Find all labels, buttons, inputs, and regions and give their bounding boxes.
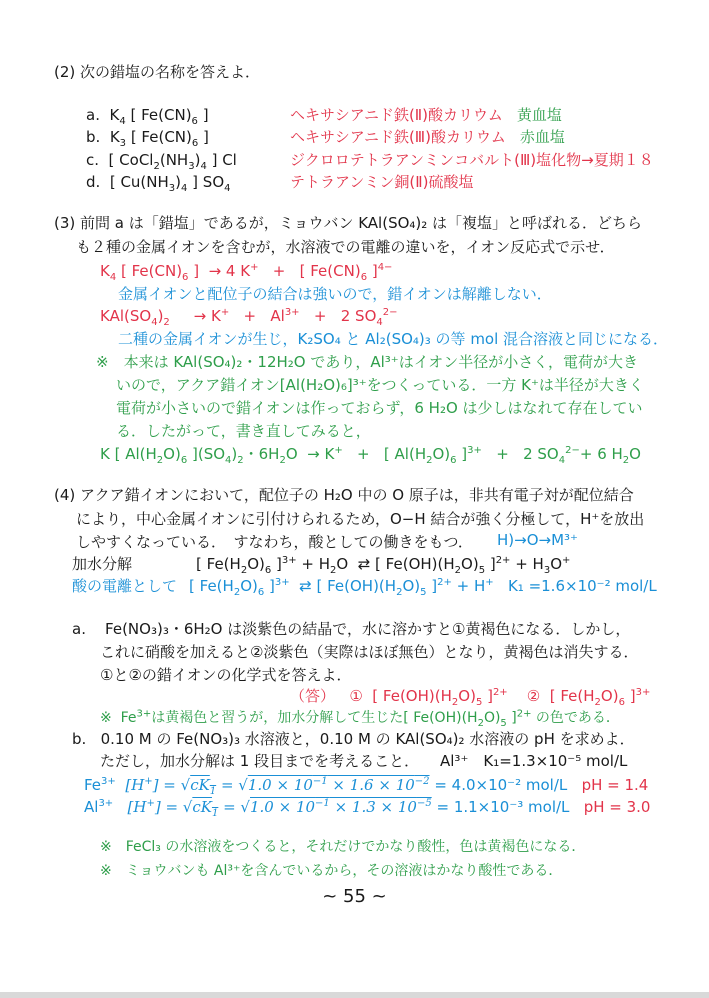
final-remark-1: ※ FeCl₃ の水溶液をつくると，それだけでかなり酸性，色は黄褐色になる．: [100, 839, 586, 855]
q3-line1: (3) 前問 a は「錯塩」であるが，ミョウバン KAl(SO₄)₂ は「複塩」と呼ばれる．どちら: [54, 214, 643, 232]
q4-hydrolysis-equation: 加水分解 [ $Fe(H_2O)_6$ ]$^{3+} + H_2O$ ⇄ [ $Fe(OH)(H_2O)_5$ ]$^{2+} + H_3O^+$: [72, 555, 571, 576]
page-number: ~ 55 ~: [322, 886, 387, 907]
q4a-answer: （答） ① [ $Fe(OH)(H_2O)_5$ ]$^{2+}$ ② [ $Fe(H_2O)_6$ ]$^{3+}$: [290, 687, 651, 708]
q3-rewritten-equation: K [ $Al(H_2O)_6$ ]$(SO_4)_2$・$6H_2O \to K^+$ + [ $Al(H_2O)_6$ ]$^{3+}$ + 2 $SO_4^{2-}+ 6$ $H_2O$: [100, 445, 641, 466]
q4b-line2: ただし，加水分解は 1 段目までを考えること．: [100, 752, 420, 770]
q3-remark-line3: 電荷が小さいので錯イオンは作っておらず，6 H₂O は少しはなれて存在してい: [116, 399, 643, 417]
q4-line1: (4) アクア錯イオンにおいて，配位子の H₂O 中の O 原子は，非共有電子対が配位結合: [54, 486, 634, 504]
q2-item-a-formula: a. $K_4$ [ $Fe(CN)_6$ ]: [86, 106, 209, 127]
al-ph-calculation: $Al^{3+}$ $[H^+] = √cK_1 = √1.0 \times 10^{-1} \times 1.3 \times 10^{-5} = 1.1\times 10^{-3}$ mol/L pH = 3.0: [84, 798, 651, 819]
q3-remark-line1: ※ 本来は KAl(SO₄)₂・12H₂O であり，Al³⁺はイオン半径が小さく，電荷が大き: [96, 353, 638, 371]
q2-item-b-note: 赤血塩: [519, 128, 565, 146]
al-result: = 1.1×10⁻³ mol/L: [436, 798, 570, 816]
q2-item-b-answer: ヘキサシアニド鉄(Ⅲ)酸カリウム 赤血塩: [290, 128, 565, 146]
q4-polarization-arrow: H)→O→M³⁺: [497, 531, 578, 549]
q4b-al-k1: Al³⁺ K₁=1.3×10⁻⁵ mol/L: [440, 752, 628, 770]
q4a-line3: ①と②の錯イオンの化学式を答えよ．: [100, 666, 352, 684]
q2-item-b-formula: b. $K_3$ [ $Fe(CN)_6$ ]: [86, 128, 209, 149]
q2-heading: (2) 次の錯塩の名称を答えよ．: [54, 63, 261, 81]
hydrolysis-label: 加水分解: [72, 555, 133, 573]
q2-item-c-formula: c. [ $CoCl_2(NH_3)_4$ ] Cl: [86, 151, 237, 172]
q2-item-c-answer: ジクロロテトラアンミンコバルト(Ⅲ)塩化物→夏期１８: [290, 151, 654, 169]
fe-ph: pH = 1.4: [581, 776, 649, 794]
acid-label: 酸の電離として: [72, 577, 178, 595]
q3-eq1: $K_4$ [ $Fe(CN)_6$ ] → 4 K+ + [ $Fe(CN)_6$ ]$^{4-}$: [100, 262, 393, 283]
k1-value: K₁ =1.6×10⁻² mol/L: [507, 577, 657, 595]
q2-item-a-note: 黄血塩: [516, 106, 562, 124]
q2-item-d-formula: d. [ $Cu(NH_3)_4$ ] $SO_4$: [86, 173, 231, 194]
q4-acid-dissociation: 酸の電離として [ $Fe(H_2O)_6$ ]$^{3+}$ ⇄ [ $Fe(OH)(H_2O)_5$ ]$^{2+}$ + H+ K₁ =1.6×10⁻² mol/L: [72, 577, 657, 598]
q4a-line1: a. Fe(NO₃)₃・6H₂O は淡紫色の結晶で，水に溶かすと①黄褐色になる．しかし，: [72, 620, 631, 638]
q4-line2: により，中心金属イオンに引付けられるため，O−H 結合が強く分極して，H⁺を放出: [76, 510, 645, 528]
q4a-remark: ※ $Fe^{3+}$は黄褐色と習うが，加水分解して生じた[ $Fe(OH)(H_2O)_5$ ]$^{2+}$ の色である．: [100, 708, 620, 729]
q4a-line2: これに硝酸を加えると②淡紫色（実際はほぼ無色）となり，黄褐色は消失する．: [100, 643, 639, 661]
q3-note2: 二種の金属イオンが生じ，K₂SO₄ と Al₂(SO₄)₃ の等 mol 混合溶液と同じになる．: [118, 330, 669, 348]
q3-eq2: $KAl(SO_4)_2$ → $K^+ + Al^{3+} + 2$ $SO_4^{2-}$: [100, 307, 398, 328]
q4-line3: しやすくなっている． すなわち，酸としての働きをもつ．: [76, 533, 473, 551]
scan-edge: [0, 992, 709, 998]
q3-remark-line2: いので，アクア錯イオン[Al(H₂O)₆]³⁺をつくっている．一方 K⁺は半径が大きく: [116, 376, 644, 394]
q2-item-a-answer: ヘキサシアニド鉄(Ⅱ)酸カリウム 黄血塩: [290, 106, 562, 124]
q3-remark-line4: る．したがって，書き直してみると，: [116, 422, 371, 440]
q3-line2: も２種の金属イオンを含むが，水溶液での電離の違いを，イオン反応式で示せ．: [76, 238, 615, 256]
q4b-line1: b. 0.10 M の Fe(NO₃)₃ 水溶液と，0.10 M の KAl(SO₄)₂ 水溶液の pH を求めよ．: [72, 730, 635, 748]
final-remark-2: ※ ミョウバンも Al³⁺を含んでいるから，その溶液はかなり酸性である．: [100, 863, 563, 879]
fe-ph-calculation: $Fe^{3+}$ $[H^+] = √cK_1 = √1.0 \times 10^{-1} \times 1.6 \times 10^{-2} = 4.0\times 10^{-2}$ mol/L pH = 1.4: [84, 776, 649, 797]
fe-result: = 4.0×10⁻² mol/L: [434, 776, 568, 794]
q2-item-d-answer: テトラアンミン銅(Ⅱ)硫酸塩: [290, 173, 474, 191]
q3-note1: 金属イオンと配位子の結合は強いので，錯イオンは解離しない．: [118, 285, 552, 303]
al-ph: pH = 3.0: [583, 798, 651, 816]
